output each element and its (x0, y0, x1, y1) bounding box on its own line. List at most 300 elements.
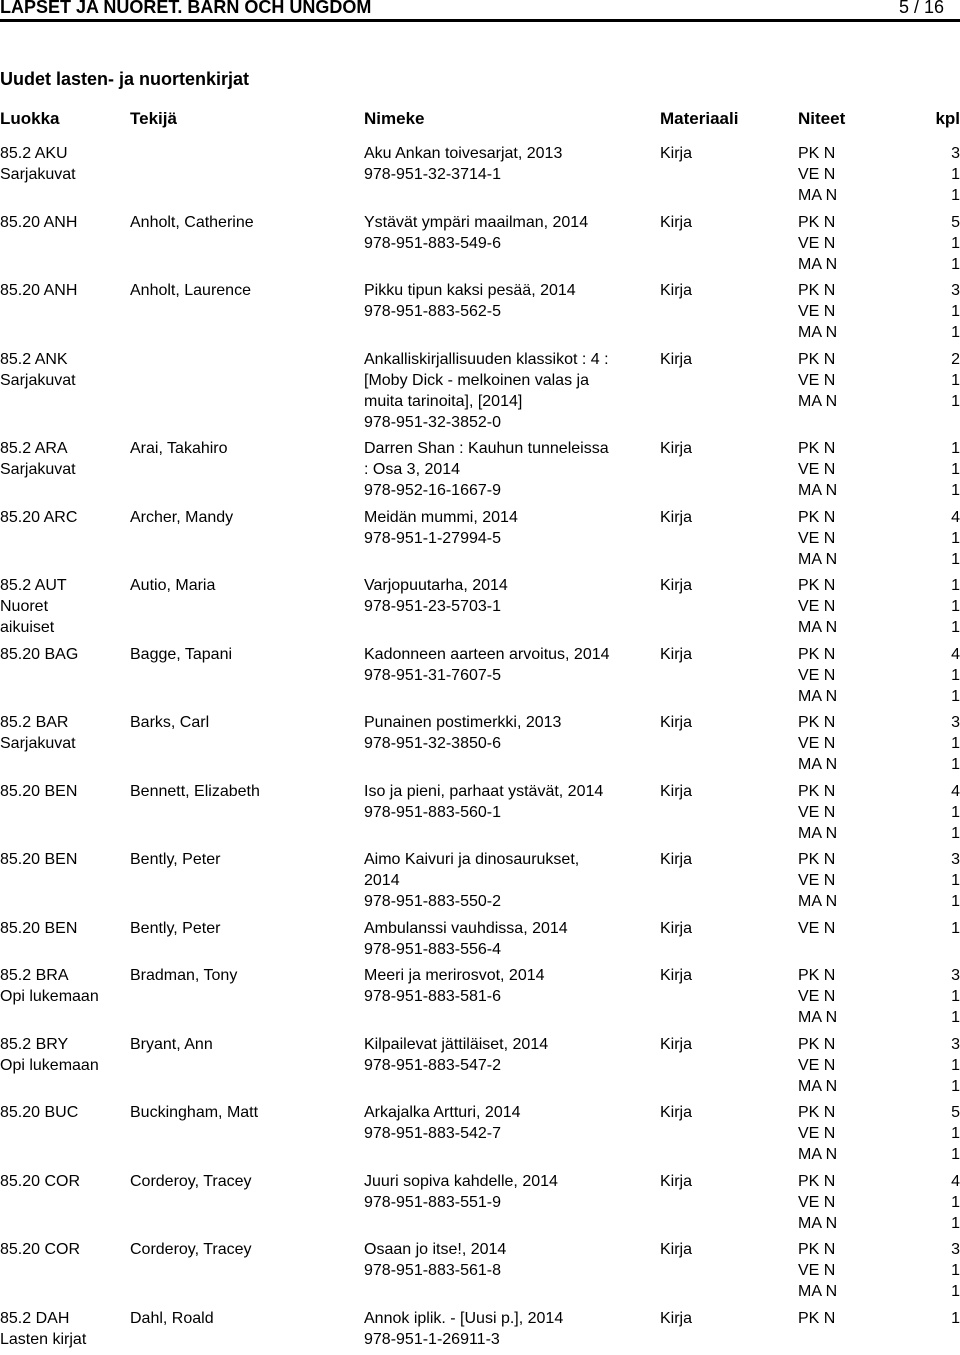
class-line: Sarjakuvat (0, 370, 125, 391)
holding-location: MA N (798, 823, 837, 844)
holding-location: VE N (798, 665, 835, 686)
holding-location: VE N (798, 918, 835, 939)
table-row (0, 1308, 960, 1355)
title-line: 978-951-883-542-7 (364, 1123, 654, 1144)
table-row (0, 1239, 960, 1308)
holding-count: 1 (951, 1076, 960, 1097)
holding-location: MA N (798, 686, 837, 707)
book-list (0, 143, 960, 1355)
class-line: 85.2 ARA (0, 438, 125, 459)
class-cell (0, 1034, 125, 1076)
holding-location: PK N (798, 644, 835, 665)
holding-location: VE N (798, 733, 835, 754)
title-line: 2014 (364, 870, 654, 891)
holding-count: 1 (951, 733, 960, 754)
holding-location: PK N (798, 1239, 835, 1260)
holding-count: 1 (951, 1123, 960, 1144)
title-line: : Osa 3, 2014 (364, 459, 654, 480)
holding-line (798, 617, 960, 638)
holding-count: 1 (951, 164, 960, 185)
holding-line (798, 459, 960, 480)
holdings-cell (798, 644, 960, 707)
material-cell: Kirja (660, 1239, 692, 1260)
holding-line (798, 322, 960, 343)
title-line: 978-951-1-26911-3 (364, 1329, 654, 1350)
material-cell: Kirja (660, 1102, 692, 1123)
material-cell: Kirja (660, 143, 692, 164)
class-cell (0, 644, 125, 665)
holding-line (798, 254, 960, 275)
holding-count: 1 (951, 254, 960, 275)
title-line: 978-951-23-5703-1 (364, 596, 654, 617)
holding-location: VE N (798, 870, 835, 891)
holding-count: 1 (951, 438, 960, 459)
holding-location: VE N (798, 986, 835, 1007)
table-row (0, 280, 960, 349)
material-cell: Kirja (660, 965, 692, 986)
holding-count: 2 (951, 349, 960, 370)
title-line: Arkajalka Artturi, 2014 (364, 1102, 654, 1123)
holding-location: PK N (798, 280, 835, 301)
holding-count: 1 (951, 823, 960, 844)
holding-location: PK N (798, 575, 835, 596)
title-line: 978-951-1-27994-5 (364, 528, 654, 549)
holding-line (798, 733, 960, 754)
class-cell (0, 575, 125, 638)
title-line: Iso ja pieni, parhaat ystävät, 2014 (364, 781, 654, 802)
title-line: 978-951-883-562-5 (364, 301, 654, 322)
material-cell: Kirja (660, 438, 692, 459)
table-row (0, 849, 960, 918)
holding-line (798, 986, 960, 1007)
material-cell: Kirja (660, 212, 692, 233)
holding-line (798, 1171, 960, 1192)
material-cell: Kirja (660, 918, 692, 939)
title-line: [Moby Dick - melkoinen valas ja (364, 370, 654, 391)
title-cell (364, 965, 654, 1007)
title-line: Punainen postimerkki, 2013 (364, 712, 654, 733)
class-line: 85.20 ANH (0, 212, 125, 233)
holding-count: 3 (951, 1034, 960, 1055)
page-number: 5 / 16 (899, 0, 944, 18)
class-line: 85.2 BRA (0, 965, 125, 986)
holding-count: 1 (951, 617, 960, 638)
title-cell (364, 143, 654, 185)
holdings-cell (798, 1171, 960, 1234)
title-line: 978-951-883-561-8 (364, 1260, 654, 1281)
holding-line (798, 575, 960, 596)
class-cell (0, 438, 125, 480)
holdings-cell (798, 1239, 960, 1302)
holding-line (798, 1192, 960, 1213)
holding-location: MA N (798, 549, 837, 570)
title-line: 978-951-883-560-1 (364, 802, 654, 823)
holding-count: 1 (951, 549, 960, 570)
class-line: 85.2 DAH (0, 1308, 125, 1329)
holding-count: 1 (951, 391, 960, 412)
holdings-cell (798, 438, 960, 501)
holding-count: 1 (951, 1007, 960, 1028)
table-row (0, 712, 960, 781)
holding-count: 1 (951, 322, 960, 343)
holding-line (798, 1213, 960, 1234)
holding-count: 1 (951, 1192, 960, 1213)
holding-line (798, 1308, 960, 1329)
holding-line (798, 754, 960, 775)
holding-count: 1 (951, 233, 960, 254)
material-cell: Kirja (660, 1171, 692, 1192)
holding-count: 1 (951, 918, 960, 939)
holding-location: PK N (798, 849, 835, 870)
class-cell (0, 965, 125, 1007)
holding-count: 3 (951, 143, 960, 164)
holding-line (798, 1260, 960, 1281)
holdings-cell (798, 781, 960, 844)
title-cell (364, 1308, 654, 1350)
title-line: Aimo Kaivuri ja dinosaurukset, (364, 849, 654, 870)
title-cell (364, 438, 654, 501)
title-cell (364, 212, 654, 254)
material-cell: Kirja (660, 349, 692, 370)
holding-location: VE N (798, 164, 835, 185)
class-line: 85.2 ANK (0, 349, 125, 370)
holding-count: 1 (951, 459, 960, 480)
class-cell (0, 1102, 125, 1123)
holding-location: VE N (798, 596, 835, 617)
title-line: 978-951-883-550-2 (364, 891, 654, 912)
title-line: 978-951-883-556-4 (364, 939, 654, 960)
author-cell: Bryant, Ann (130, 1034, 360, 1055)
title-line: 978-951-32-3852-0 (364, 412, 654, 433)
holding-location: PK N (798, 143, 835, 164)
holding-location: PK N (798, 212, 835, 233)
class-line: 85.20 ARC (0, 507, 125, 528)
holding-location: PK N (798, 438, 835, 459)
class-line: 85.20 ANH (0, 280, 125, 301)
title-line: Kilpailevat jättiläiset, 2014 (364, 1034, 654, 1055)
holding-location: PK N (798, 781, 835, 802)
material-cell: Kirja (660, 644, 692, 665)
holding-count: 1 (951, 1308, 960, 1329)
author-cell: Anholt, Catherine (130, 212, 360, 233)
title-line: Ankalliskirjallisuuden klassikot : 4 : (364, 349, 654, 370)
holding-line (798, 918, 960, 939)
material-cell: Kirja (660, 712, 692, 733)
header-rule (0, 19, 960, 22)
col-header-count: kpl (935, 109, 960, 129)
table-row (0, 918, 960, 966)
holding-location: MA N (798, 1144, 837, 1165)
holding-line (798, 528, 960, 549)
class-line: 85.20 COR (0, 1239, 125, 1260)
holding-line (798, 596, 960, 617)
holding-line (798, 1102, 960, 1123)
holding-line (798, 1239, 960, 1260)
title-line: 978-951-32-3714-1 (364, 164, 654, 185)
author-cell: Buckingham, Matt (130, 1102, 360, 1123)
material-cell: Kirja (660, 1034, 692, 1055)
holdings-cell (798, 712, 960, 775)
title-line: Ambulanssi vauhdissa, 2014 (364, 918, 654, 939)
holding-count: 1 (951, 370, 960, 391)
holding-count: 4 (951, 1171, 960, 1192)
class-cell (0, 1239, 125, 1260)
holding-location: MA N (798, 480, 837, 501)
holding-line (798, 349, 960, 370)
holding-count: 4 (951, 644, 960, 665)
holding-line (798, 507, 960, 528)
holdings-cell (798, 575, 960, 638)
page-header (0, 0, 960, 18)
class-cell (0, 280, 125, 301)
holding-location: VE N (798, 1192, 835, 1213)
table-row (0, 349, 960, 439)
material-cell: Kirja (660, 849, 692, 870)
holdings-cell (798, 507, 960, 570)
holding-line (798, 370, 960, 391)
title-line: 978-951-883-581-6 (364, 986, 654, 1007)
author-cell: Corderoy, Tracey (130, 1171, 360, 1192)
table-row (0, 644, 960, 713)
holding-count: 1 (951, 891, 960, 912)
holding-count: 1 (951, 480, 960, 501)
holding-location: VE N (798, 802, 835, 823)
holding-line (798, 870, 960, 891)
holding-count: 3 (951, 965, 960, 986)
holding-location: VE N (798, 1055, 835, 1076)
holding-line (798, 549, 960, 570)
holdings-cell (798, 849, 960, 912)
author-cell: Bently, Peter (130, 918, 360, 939)
author-cell: Dahl, Roald (130, 1308, 360, 1329)
holding-line (798, 644, 960, 665)
class-line: Opi lukemaan (0, 1055, 125, 1076)
title-line: Meeri ja merirosvot, 2014 (364, 965, 654, 986)
holding-count: 3 (951, 849, 960, 870)
holding-count: 1 (951, 528, 960, 549)
holding-location: PK N (798, 1171, 835, 1192)
holding-count: 4 (951, 781, 960, 802)
holding-line (798, 849, 960, 870)
author-cell: Bradman, Tony (130, 965, 360, 986)
holding-line (798, 480, 960, 501)
holding-location: MA N (798, 391, 837, 412)
holding-count: 1 (951, 301, 960, 322)
title-line: Aku Ankan toivesarjat, 2013 (364, 143, 654, 164)
holding-location: PK N (798, 507, 835, 528)
holding-count: 1 (951, 1144, 960, 1165)
title-line: Darren Shan : Kauhun tunneleissa (364, 438, 654, 459)
holding-location: VE N (798, 1123, 835, 1144)
class-line: 85.20 BEN (0, 918, 125, 939)
author-cell: Barks, Carl (130, 712, 360, 733)
table-row (0, 781, 960, 850)
class-cell (0, 212, 125, 233)
title-cell (364, 1239, 654, 1281)
author-cell: Bagge, Tapani (130, 644, 360, 665)
holdings-cell (798, 143, 960, 206)
holding-count: 3 (951, 280, 960, 301)
holdings-cell (798, 965, 960, 1028)
holding-location: PK N (798, 965, 835, 986)
holding-count: 3 (951, 1239, 960, 1260)
title-line: muita tarinoita], [2014] (364, 391, 654, 412)
col-header-class: Luokka (0, 109, 60, 129)
holding-count: 1 (951, 1281, 960, 1302)
holdings-cell (798, 1308, 960, 1329)
title-cell (364, 575, 654, 617)
holdings-cell (798, 918, 960, 939)
holding-count: 1 (951, 870, 960, 891)
holding-line (798, 1123, 960, 1144)
author-cell: Arai, Takahiro (130, 438, 360, 459)
holding-count: 1 (951, 1213, 960, 1234)
author-cell: Anholt, Laurence (130, 280, 360, 301)
class-line: 85.20 BAG (0, 644, 125, 665)
material-cell: Kirja (660, 507, 692, 528)
title-line: 978-951-883-547-2 (364, 1055, 654, 1076)
holding-location: MA N (798, 185, 837, 206)
holding-line (798, 438, 960, 459)
holding-line (798, 391, 960, 412)
table-row (0, 212, 960, 281)
col-header-holdings: Niteet (798, 109, 845, 129)
holdings-cell (798, 1102, 960, 1165)
title-cell (364, 781, 654, 823)
holding-location: PK N (798, 349, 835, 370)
author-cell: Bennett, Elizabeth (130, 781, 360, 802)
holding-line (798, 665, 960, 686)
holding-line (798, 823, 960, 844)
title-cell (364, 1171, 654, 1213)
holding-line (798, 1076, 960, 1097)
holding-line (798, 301, 960, 322)
title-line: Meidän mummi, 2014 (364, 507, 654, 528)
title-line: 978-951-883-549-6 (364, 233, 654, 254)
title-line: Annok iplik. - [Uusi p.], 2014 (364, 1308, 654, 1329)
holding-count: 1 (951, 986, 960, 1007)
class-cell (0, 507, 125, 528)
holdings-cell (798, 1034, 960, 1097)
title-cell (364, 507, 654, 549)
table-row (0, 965, 960, 1034)
title-line: Varjopuutarha, 2014 (364, 575, 654, 596)
author-cell: Bently, Peter (130, 849, 360, 870)
class-cell (0, 781, 125, 802)
holding-location: MA N (798, 754, 837, 775)
holding-location: MA N (798, 322, 837, 343)
table-row (0, 1102, 960, 1171)
title-line: Juuri sopiva kahdelle, 2014 (364, 1171, 654, 1192)
holding-count: 1 (951, 686, 960, 707)
class-line: 85.20 COR (0, 1171, 125, 1192)
holding-count: 5 (951, 1102, 960, 1123)
material-cell: Kirja (660, 575, 692, 596)
class-cell (0, 143, 125, 185)
holding-location: PK N (798, 1102, 835, 1123)
holding-location: VE N (798, 1260, 835, 1281)
class-line: 85.2 BAR (0, 712, 125, 733)
class-line: 85.2 AKU (0, 143, 125, 164)
holdings-cell (798, 349, 960, 412)
holdings-cell (798, 212, 960, 275)
holding-location: MA N (798, 1076, 837, 1097)
holding-location: VE N (798, 301, 835, 322)
class-line: 85.20 BEN (0, 781, 125, 802)
holding-count: 3 (951, 712, 960, 733)
title-line: 978-952-16-1667-9 (364, 480, 654, 501)
holding-count: 1 (951, 185, 960, 206)
holding-line (798, 185, 960, 206)
title-line: Pikku tipun kaksi pesää, 2014 (364, 280, 654, 301)
holding-location: MA N (798, 1213, 837, 1234)
holding-location: PK N (798, 712, 835, 733)
material-cell: Kirja (660, 280, 692, 301)
material-cell: Kirja (660, 781, 692, 802)
class-line: Lasten kirjat (0, 1329, 125, 1350)
col-header-material: Materiaali (660, 109, 738, 129)
class-cell (0, 849, 125, 870)
holding-count: 1 (951, 665, 960, 686)
holding-line (798, 212, 960, 233)
col-header-author: Tekijä (130, 109, 177, 129)
class-cell (0, 1171, 125, 1192)
class-line: Sarjakuvat (0, 164, 125, 185)
author-cell: Corderoy, Tracey (130, 1239, 360, 1260)
holding-line (798, 280, 960, 301)
class-cell (0, 349, 125, 391)
table-header (0, 109, 960, 131)
holding-line (798, 686, 960, 707)
material-cell: Kirja (660, 1308, 692, 1329)
table-row (0, 143, 960, 212)
holding-line (798, 233, 960, 254)
title-line: 978-951-31-7607-5 (364, 665, 654, 686)
title-cell (364, 849, 654, 912)
holding-count: 1 (951, 575, 960, 596)
class-line: Nuoret (0, 596, 125, 617)
holding-line (798, 1144, 960, 1165)
document-title: LAPSET JA NUORET. BARN OCH UNGDOM (0, 0, 371, 18)
holding-line (798, 1281, 960, 1302)
class-line: 85.2 AUT (0, 575, 125, 596)
class-line: Opi lukemaan (0, 986, 125, 1007)
title-line: 978-951-883-551-9 (364, 1192, 654, 1213)
holding-count: 1 (951, 596, 960, 617)
title-cell (364, 280, 654, 322)
holding-line (798, 164, 960, 185)
holding-location: MA N (798, 254, 837, 275)
holding-count: 4 (951, 507, 960, 528)
holding-location: PK N (798, 1308, 835, 1329)
title-line: 978-951-32-3850-6 (364, 733, 654, 754)
holding-location: VE N (798, 528, 835, 549)
holding-location: PK N (798, 1034, 835, 1055)
holding-location: MA N (798, 617, 837, 638)
title-line: Ystävät ympäri maailman, 2014 (364, 212, 654, 233)
title-cell (364, 712, 654, 754)
class-line: Sarjakuvat (0, 459, 125, 480)
holding-count: 5 (951, 212, 960, 233)
holding-line (798, 802, 960, 823)
title-line: Osaan jo itse!, 2014 (364, 1239, 654, 1260)
author-cell: Autio, Maria (130, 575, 360, 596)
author-cell: Archer, Mandy (130, 507, 360, 528)
class-cell (0, 1308, 125, 1350)
table-row (0, 1034, 960, 1103)
class-line: Sarjakuvat (0, 733, 125, 754)
holding-count: 1 (951, 1055, 960, 1076)
